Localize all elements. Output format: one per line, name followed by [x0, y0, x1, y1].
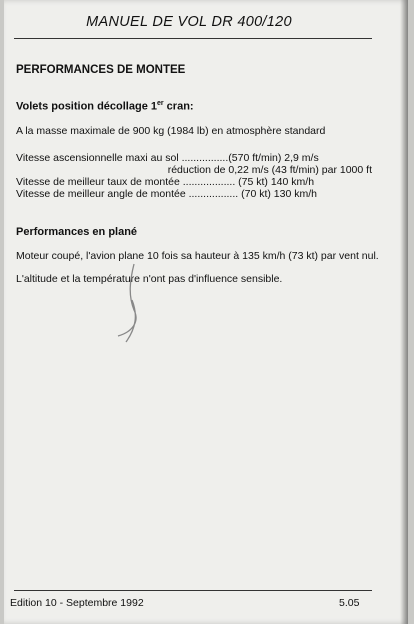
climb-rate-row [16, 152, 319, 164]
best-rate-leader: .................. [182, 176, 236, 188]
flaps-subtitle [16, 100, 194, 113]
page-edge-shadow [400, 0, 408, 624]
best-angle-label: Vitesse de meilleur angle de montée [16, 188, 189, 200]
glide-line-2: L'altitude et la température n'ont pas d'influence sensible. [16, 273, 283, 285]
manual-page [4, 0, 408, 624]
climb-rate-value: (570 ft/min) 2,9 m/s [228, 152, 319, 164]
mass-conditions: A la masse maximale de 900 kg (1984 lb) en atmosphère standard [16, 125, 326, 137]
glide-title: Performances en plané [16, 226, 138, 238]
glide-line-1: Moteur coupé, l'avion plane 10 fois sa hauteur à 135 km/h (73 kt) par vent nul. [16, 250, 379, 262]
page-header: MANUEL DE VOL DR 400/120 [86, 14, 292, 30]
best-angle-row [16, 188, 317, 200]
footer-rule [14, 590, 372, 591]
header-rule [14, 38, 372, 39]
page-number: 5.05 [339, 597, 360, 609]
best-rate-row [16, 176, 314, 188]
best-rate-value: (75 kt) 140 km/h [235, 176, 315, 188]
climb-rate-leader: ................ [181, 152, 229, 164]
climb-rate-reduction: réduction de 0,22 m/s (43 ft/min) par 1000 ft [167, 164, 372, 176]
best-rate-label: Vitesse de meilleur taux de montée [16, 176, 183, 188]
subtitle-prefix: Volets position décollage 1 [16, 100, 157, 113]
pen-scribble-mark [104, 260, 154, 350]
best-angle-value: (70 kt) 130 km/h [238, 188, 317, 200]
edition-label: Edition 10 - Septembre 1992 [10, 597, 144, 609]
section-title: PERFORMANCES DE MONTEE [16, 64, 186, 76]
climb-rate-label: Vitesse ascensionnelle maxi au sol [16, 152, 182, 164]
subtitle-sup: er [157, 100, 164, 107]
best-angle-leader: ................. [188, 188, 239, 200]
subtitle-suffix: cran: [163, 100, 194, 113]
